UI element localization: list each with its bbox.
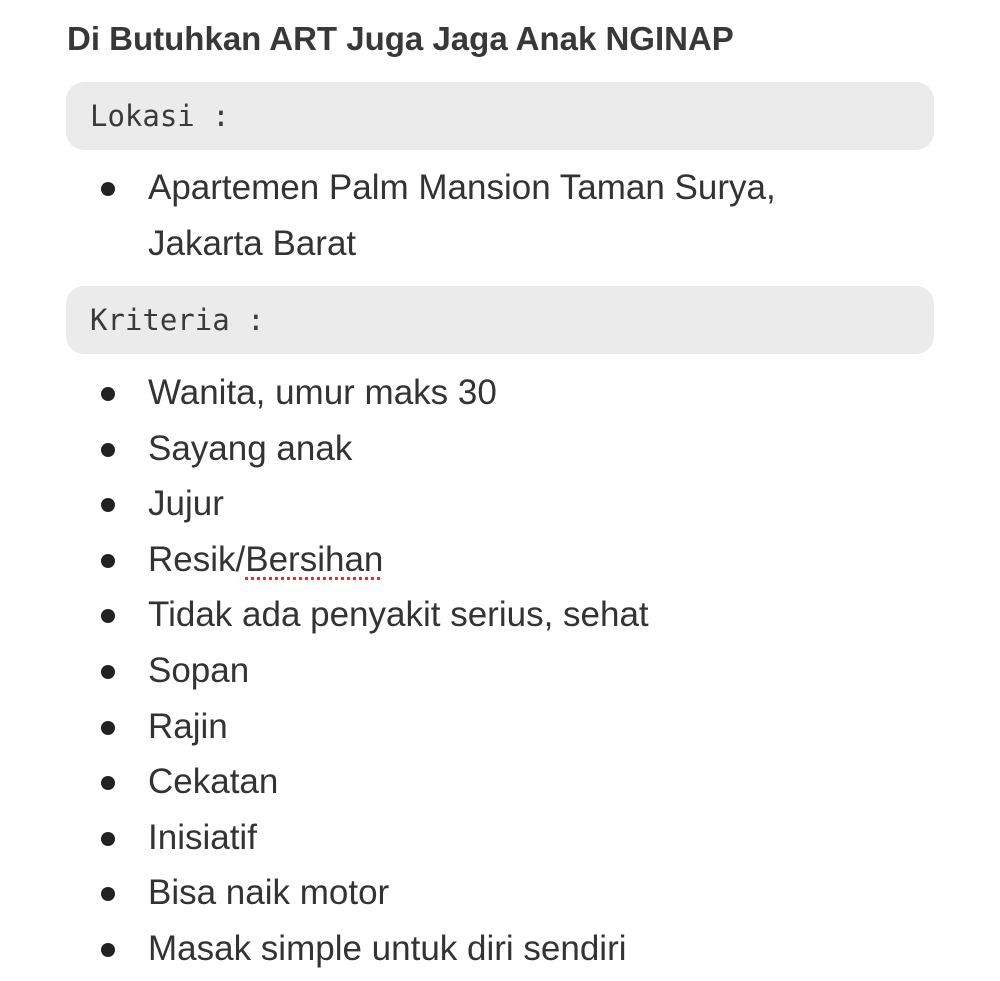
list-item[interactable]: Tidak ada penyakit serius, sehat	[0, 587, 1000, 643]
lokasi-list	[0, 160, 1000, 271]
note-title[interactable]: Di Butuhkan ART Juga Jaga Anak NGINAP	[67, 20, 734, 57]
list-item[interactable]: Jujur	[0, 476, 1000, 532]
list-item[interactable]: Rajin	[0, 699, 1000, 755]
list-item[interactable]: Wanita, umur maks 30	[0, 365, 1000, 421]
kriteria-list	[0, 365, 1000, 977]
list-item[interactable]: Masak simple untuk diri sendiri	[0, 921, 1000, 977]
list-item[interactable]: Bisa naik motor	[0, 865, 1000, 921]
list-item[interactable]: Apartemen Palm Mansion Taman Surya, Jakarta Barat	[0, 160, 1000, 271]
misspelled-word[interactable]: Bersihan	[245, 539, 384, 579]
code-block-kriteria[interactable]: Kriteria :	[66, 286, 934, 354]
list-item[interactable]: Sayang anak	[0, 421, 1000, 477]
list-item[interactable]	[0, 532, 1000, 588]
list-item[interactable]: Sopan	[0, 643, 1000, 699]
list-item-text: Resik/	[148, 539, 246, 579]
code-block-lokasi[interactable]: Lokasi :	[66, 82, 934, 150]
list-item[interactable]: Inisiatif	[0, 810, 1000, 866]
list-item[interactable]: Cekatan	[0, 754, 1000, 810]
